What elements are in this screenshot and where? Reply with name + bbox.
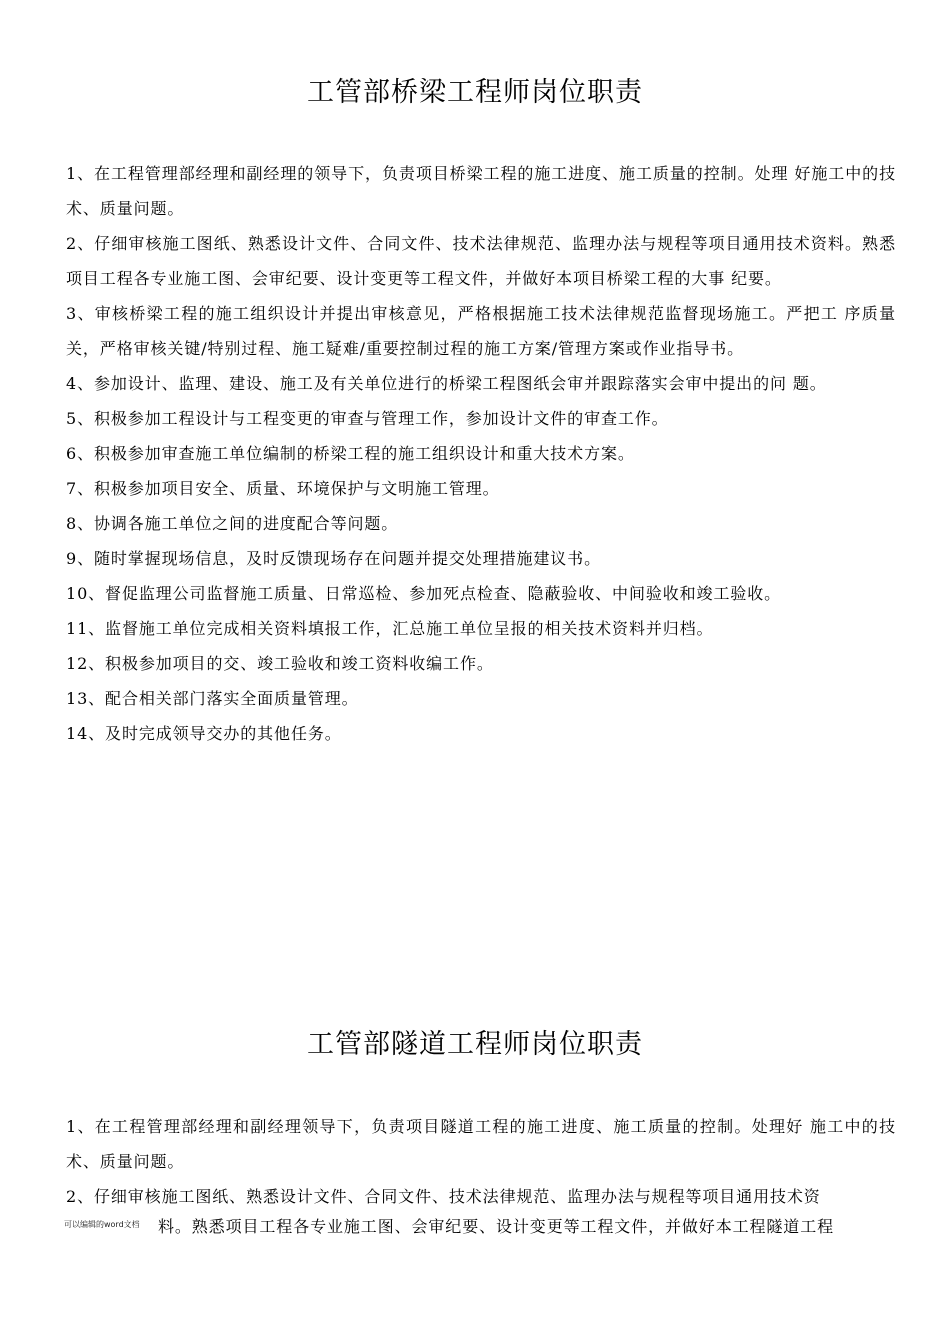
tunnel-engineer-duty-list bbox=[66, 1109, 896, 1214]
duty-item: 2、仔细审核施工图纸、熟悉设计文件、合同文件、技术法律规范、监理办法与规程等项目通用技术资 bbox=[66, 1187, 821, 1206]
truncated-duty-text: 料。熟悉项目工程各专业施工图、会审纪要、设计变更等工程文件，并做好本工程隧道工程 bbox=[158, 1217, 835, 1236]
duty-item: 2、仔细审核施工图纸、熟悉设计文件、合同文件、技术法律规范、监理办法与规程等项目通用技术资料。熟悉项目工程各专业施工图、会审纪要、设计变更等工程文件，并做好本项目桥梁工程的大事 纪要。 bbox=[66, 234, 896, 288]
duty-item: 14、及时完成领导交办的其他任务。 bbox=[66, 724, 342, 743]
duty-item: 1、在工程管理部经理和副经理领导下，负责项目隧道工程的施工进度、施工质量的控制。处理好 施工中的技术、质量问题。 bbox=[66, 1117, 896, 1171]
bridge-engineer-duties-title: 工管部桥梁工程师岗位职责 bbox=[307, 77, 643, 108]
duty-item: 11、监督施工单位完成相关资料填报工作，汇总施工单位呈报的相关技术资料并归档。 bbox=[66, 619, 714, 638]
tunnel-engineer-duties-title: 工管部隧道工程师岗位职责 bbox=[307, 1029, 643, 1060]
duty-item: 8、协调各施工单位之间的进度配合等问题。 bbox=[66, 514, 399, 533]
duty-item: 4、参加设计、监理、建设、施工及有关单位进行的桥梁工程图纸会审并跟踪落实会审中提出的问 题。 bbox=[66, 374, 827, 393]
duty-item: 5、积极参加工程设计与工程变更的审查与管理工作，参加设计文件的审查工作。 bbox=[66, 409, 669, 428]
duty-item: 13、配合相关部门落实全面质量管理。 bbox=[66, 689, 359, 708]
truncated-duty-line bbox=[66, 1209, 896, 1244]
bridge-engineer-duty-list bbox=[66, 156, 896, 751]
duty-item: 3、审核桥梁工程的施工组织设计并提出审核意见，严格根据施工技术法律规范监督现场施工。严把工 序质量关，严格审核关键/特别过程、施工疑难/重要控制过程的施工方案/管理方案或作业指导书。 bbox=[66, 304, 896, 358]
duty-item: 6、积极参加审查施工单位编制的桥梁工程的施工组织设计和重大技术方案。 bbox=[66, 444, 635, 463]
footer-watermark-note: 可以编辑的word文档 bbox=[64, 1220, 140, 1229]
duty-item: 7、积极参加项目安全、质量、环境保护与文明施工管理。 bbox=[66, 479, 500, 498]
duty-item: 12、积极参加项目的交、竣工验收和竣工资料收编工作。 bbox=[66, 654, 494, 673]
duty-item: 1、在工程管理部经理和副经理的领导下，负责项目桥梁工程的施工进度、施工质量的控制。处理 好施工中的技术、质量问题。 bbox=[66, 164, 896, 218]
duty-item: 9、随时掌握现场信息，及时反馈现场存在问题并提交处理措施建议书。 bbox=[66, 549, 601, 568]
duty-item: 10、督促监理公司监督施工质量、日常巡检、参加死点检查、隐蔽验收、中间验收和竣工验收。 bbox=[66, 584, 782, 603]
